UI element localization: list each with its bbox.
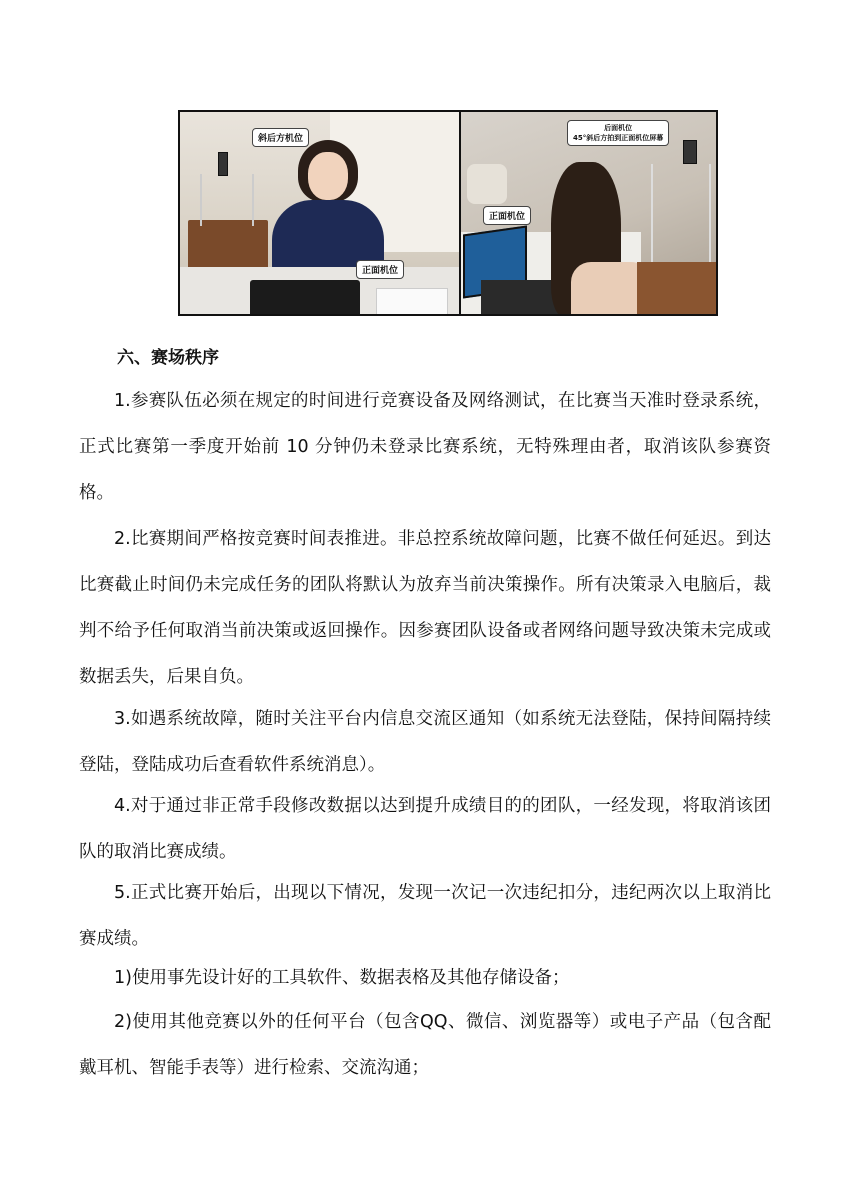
list-item-2: 2)使用其他竞赛以外的任何平台（包含QQ、微信、浏览器等）或电子产品（包含配戴耳机、智能手表等）进行检索、交流沟通； — [79, 1012, 771, 1078]
label-rear-camera-line2: 45°斜后方拍到正面机位屏幕 — [572, 134, 664, 142]
photo-rear-view — [461, 112, 716, 314]
label-rear-camera — [567, 120, 669, 146]
laptop — [250, 280, 360, 314]
laptop-base — [481, 280, 561, 314]
list-item-1: 1)使用事先设计好的工具软件、数据表格及其他存储设备； — [114, 968, 570, 988]
participant-face — [308, 152, 348, 200]
tripod-phone-right — [683, 140, 697, 164]
paragraph-4: 4.对于通过非正常手段修改数据以达到提升成绩目的的团队，一经发现，将取消该团队的取消比赛成绩。 — [79, 796, 771, 862]
chair — [467, 164, 507, 204]
label-rear-camera-line1: 后面机位 — [604, 124, 633, 132]
label-rear-oblique-camera: 斜后方机位 — [252, 128, 309, 147]
tripod-legs-right — [651, 164, 711, 264]
camera-setup-photo — [178, 110, 718, 316]
section-title: 六、赛场秩序 — [117, 348, 219, 368]
tripod-phone — [218, 152, 228, 176]
paragraph-5: 5.正式比赛开始后，出现以下情况，发现一次记一次违纪扣分，违纪两次以上取消比赛成绩。 — [79, 883, 771, 949]
photo-front-view — [180, 112, 461, 314]
label-front-camera-right: 正面机位 — [483, 206, 531, 225]
label-front-camera-left: 正面机位 — [356, 260, 404, 279]
paragraph-3: 3.如遇系统故障，随时关注平台内信息交流区通知（如系统无法登陆，保持间隔持续登陆，登陆成功后查看软件系统消息）。 — [79, 709, 771, 775]
wooden-table — [637, 262, 716, 314]
paragraph-2: 2.比赛期间严格按竞赛时间表推进。非总控系统故障问题，比赛不做任何延迟。到达比赛截止时间仍未完成任务的团队将默认为放弃当前决策操作。所有决策录入电脑后，裁判不给予任何取消当前决策或返回操作。因参赛团队设备或者网络问题导致决策未完成或数据丢失，后果自负。 — [79, 529, 771, 687]
tripod-legs — [200, 174, 254, 226]
paragraph-1: 1.参赛队伍必须在规定的时间进行竞赛设备及网络测试，在比赛当天准时登录系统，正式比赛第一季度开始前 10 分钟仍未登录比赛系统，无特殊理由者，取消该队参赛资格。 — [79, 391, 771, 503]
paper-sheet — [376, 288, 448, 314]
